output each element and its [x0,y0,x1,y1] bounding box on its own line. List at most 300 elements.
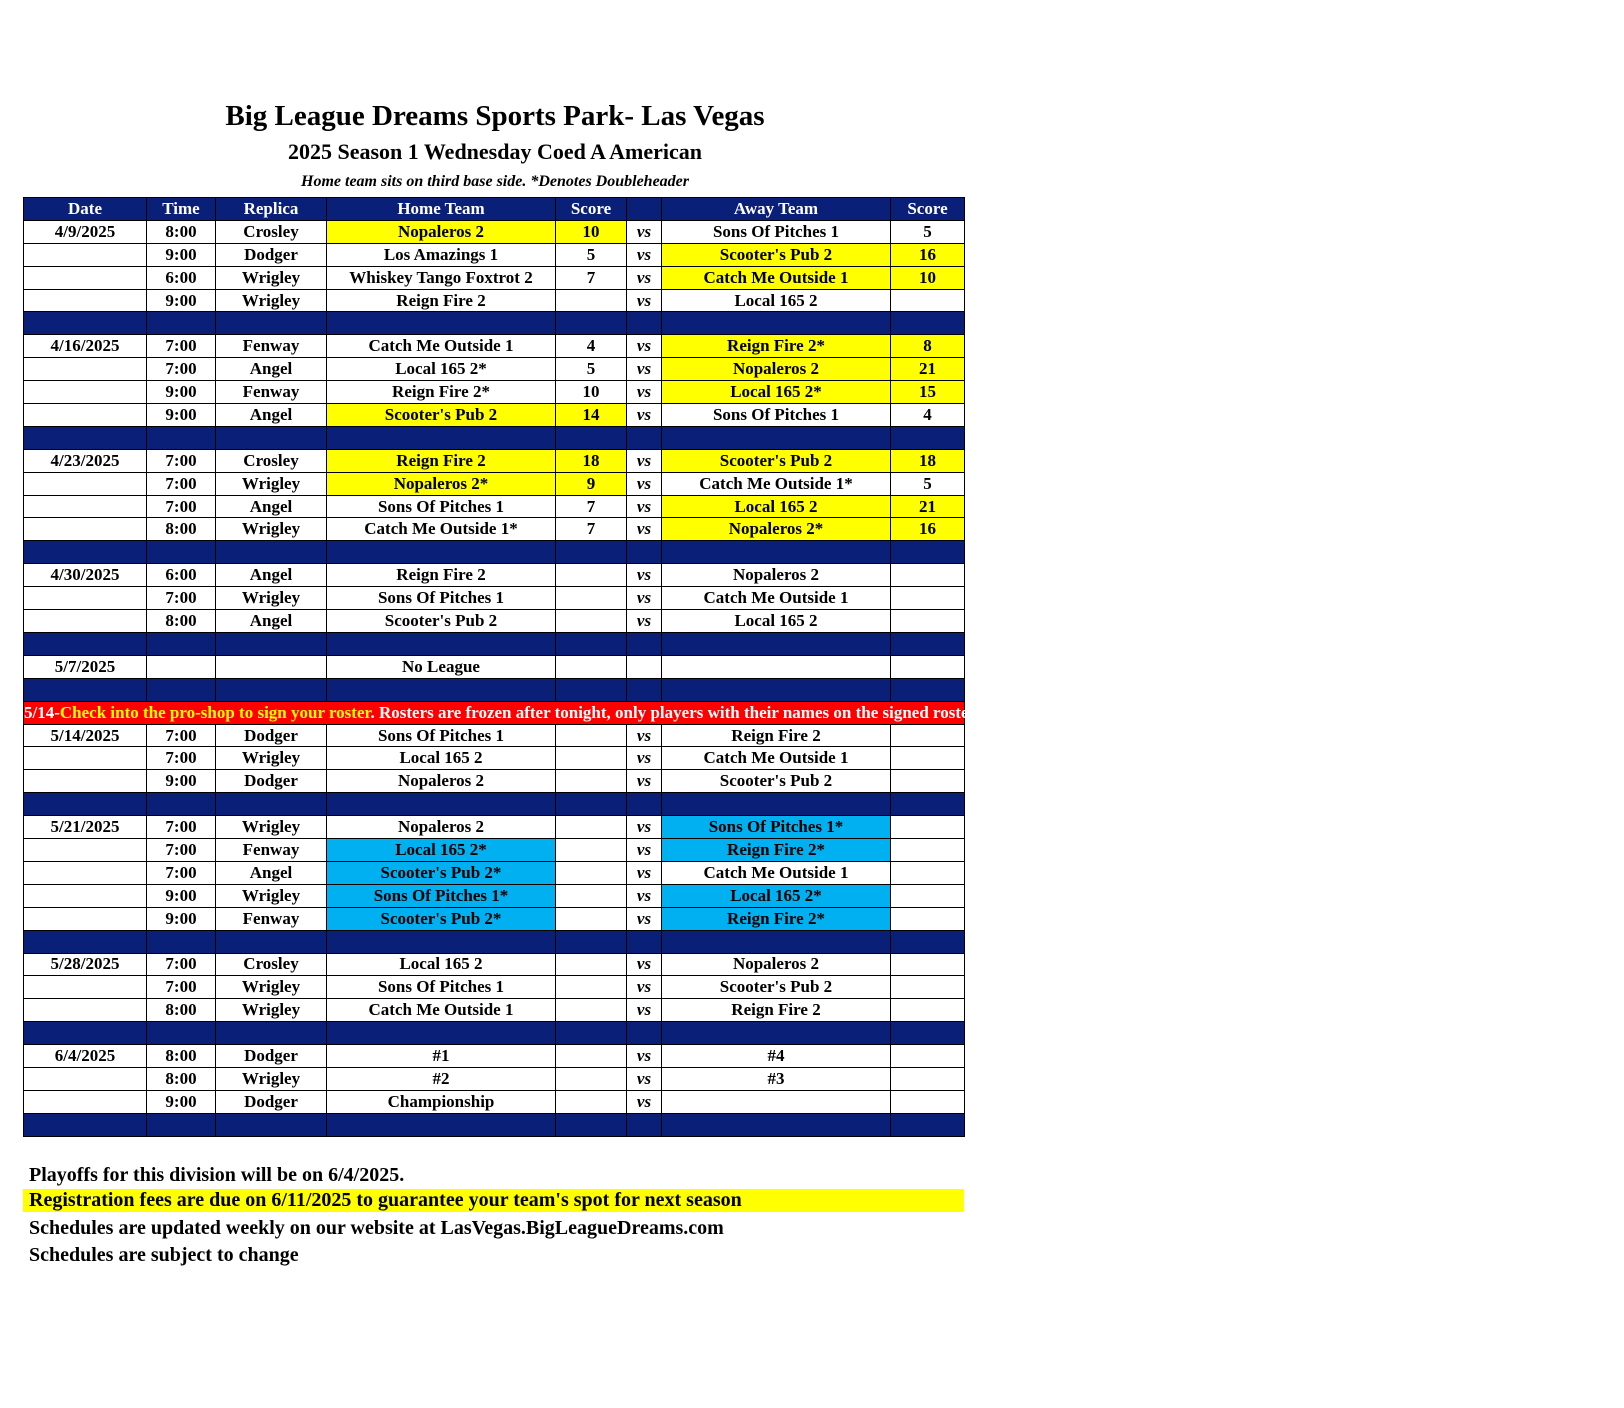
separator-cell [147,632,216,655]
date-cell [24,266,147,289]
home-team-cell: Los Amazings 1 [327,243,556,266]
away-team-cell [662,655,891,678]
replica-cell: Angel [216,610,327,633]
col-header-away-score: Score [891,198,965,221]
date-cell [24,907,147,930]
home-score-cell [556,1090,627,1113]
away-score-cell [891,655,965,678]
separator-cell [147,678,216,701]
replica-cell: Wrigley [216,1067,327,1090]
time-cell: 9:00 [147,907,216,930]
vs-cell: vs [627,999,662,1022]
separator-cell [216,930,327,953]
date-cell: 4/16/2025 [24,335,147,358]
home-score-cell [556,724,627,747]
vs-cell: vs [627,381,662,404]
week-separator-row [24,541,965,564]
separator-cell [627,793,662,816]
separator-cell [24,541,147,564]
table-row [24,587,965,610]
replica-cell: Fenway [216,335,327,358]
week-separator-row [24,930,965,953]
time-cell: 7:00 [147,587,216,610]
week-separator-row [24,426,965,449]
home-team-cell: Catch Me Outside 1 [327,999,556,1022]
home-score-cell [556,884,627,907]
date-cell [24,381,147,404]
vs-cell: vs [627,770,662,793]
separator-cell [627,632,662,655]
away-team-cell: Reign Fire 2* [662,907,891,930]
separator-cell [147,930,216,953]
separator-cell [662,1113,891,1136]
vs-cell: vs [627,587,662,610]
time-cell: 7:00 [147,449,216,472]
separator-cell [627,426,662,449]
col-header-replica: Replica [216,198,327,221]
replica-cell: Wrigley [216,518,327,541]
separator-cell [556,793,627,816]
home-score-cell: 5 [556,243,627,266]
home-score-cell: 10 [556,220,627,243]
roster-notice [24,701,1624,724]
replica-cell: Dodger [216,724,327,747]
table-row [24,724,965,747]
away-score-cell: 16 [891,518,965,541]
col-header-time: Time [147,198,216,221]
away-score-cell [891,747,965,770]
separator-cell [556,426,627,449]
time-cell: 8:00 [147,1045,216,1068]
separator-cell [662,1022,891,1045]
away-team-cell: Sons Of Pitches 1 [662,404,891,427]
home-team-cell: Reign Fire 2 [327,564,556,587]
away-team-cell: Local 165 2 [662,495,891,518]
col-header-home-score: Score [556,198,627,221]
table-row [24,976,965,999]
away-score-cell: 16 [891,243,965,266]
table-row [24,472,965,495]
date-cell [24,358,147,381]
home-score-cell: 10 [556,381,627,404]
home-team-cell: Nopaleros 2* [327,472,556,495]
replica-cell: Wrigley [216,816,327,839]
separator-cell [891,793,965,816]
vs-cell: vs [627,404,662,427]
time-cell: 9:00 [147,1090,216,1113]
time-cell: 7:00 [147,495,216,518]
date-cell [24,495,147,518]
vs-cell: vs [627,449,662,472]
home-score-cell: 9 [556,472,627,495]
time-cell: 8:00 [147,220,216,243]
time-cell: 9:00 [147,884,216,907]
vs-cell: vs [627,266,662,289]
home-team-cell: #2 [327,1067,556,1090]
time-cell: 6:00 [147,266,216,289]
table-row [24,907,965,930]
vs-cell: vs [627,724,662,747]
registration-note: Registration fees are due on 6/11/2025 to guarantee your team's spot for next season [23,1189,964,1212]
home-score-cell [556,907,627,930]
separator-cell [556,678,627,701]
notice-prefix: 5/14- [24,702,60,722]
table-row [24,1045,965,1068]
playoffs-note: Playoffs for this division will be on 6/4/2025. [29,1164,405,1186]
replica-cell: Wrigley [216,472,327,495]
table-row [24,266,965,289]
vs-cell: vs [627,564,662,587]
time-cell: 9:00 [147,404,216,427]
away-score-cell: 8 [891,335,965,358]
col-header-vs [627,198,662,221]
separator-cell [216,678,327,701]
notice-text: . Rosters are frozen after tonight, only players with their names on the signed roster are eligible for playoffs. Please check carefully as changes will not be made for omissions. [370,702,1624,722]
date-cell: 5/14/2025 [24,724,147,747]
table-header-row [24,198,965,221]
week-separator-row [24,793,965,816]
week-separator-row [24,1022,965,1045]
replica-cell: Crosley [216,220,327,243]
home-team-cell: No League [327,655,556,678]
replica-cell: Angel [216,861,327,884]
separator-cell [327,930,556,953]
separator-cell [327,1022,556,1045]
table-row [24,335,965,358]
week-separator-row [24,1113,965,1136]
separator-cell [662,678,891,701]
table-row [24,289,965,312]
away-score-cell [891,953,965,976]
time-cell: 9:00 [147,770,216,793]
week-separator-row [24,312,965,335]
home-score-cell: 5 [556,358,627,381]
home-team-cell: Catch Me Outside 1* [327,518,556,541]
table-row [24,449,965,472]
home-score-cell: 18 [556,449,627,472]
time-cell: 7:00 [147,839,216,862]
separator-cell [627,1113,662,1136]
schedule-table [23,197,1624,1137]
away-score-cell [891,587,965,610]
replica-cell: Dodger [216,1045,327,1068]
replica-cell: Dodger [216,1090,327,1113]
table-row [24,816,965,839]
away-score-cell: 15 [891,381,965,404]
time-cell: 7:00 [147,747,216,770]
away-team-cell: Catch Me Outside 1 [662,747,891,770]
away-team-cell: Scooter's Pub 2 [662,770,891,793]
date-cell: 5/28/2025 [24,953,147,976]
date-cell [24,976,147,999]
separator-cell [891,312,965,335]
week-separator-row [24,632,965,655]
separator-cell [662,632,891,655]
separator-cell [891,678,965,701]
separator-cell [627,1022,662,1045]
col-header-date: Date [24,198,147,221]
time-cell [147,655,216,678]
week-separator-row [24,678,965,701]
home-team-cell: Reign Fire 2 [327,289,556,312]
away-team-cell: Reign Fire 2* [662,839,891,862]
replica-cell: Angel [216,404,327,427]
away-score-cell [891,884,965,907]
separator-cell [627,312,662,335]
vs-cell: vs [627,220,662,243]
time-cell: 7:00 [147,358,216,381]
home-score-cell: 7 [556,495,627,518]
time-cell: 7:00 [147,816,216,839]
away-score-cell [891,770,965,793]
replica-cell: Angel [216,495,327,518]
home-team-cell: Nopaleros 2 [327,816,556,839]
date-cell [24,999,147,1022]
away-score-cell: 21 [891,495,965,518]
date-cell [24,770,147,793]
home-team-cell: Sons Of Pitches 1 [327,724,556,747]
date-cell [24,289,147,312]
home-team-cell: #1 [327,1045,556,1068]
date-cell [24,587,147,610]
away-score-cell: 4 [891,404,965,427]
replica-cell: Wrigley [216,587,327,610]
away-score-cell [891,610,965,633]
separator-cell [556,930,627,953]
date-cell [24,610,147,633]
separator-cell [216,1022,327,1045]
separator-cell [662,793,891,816]
table-row [24,495,965,518]
date-cell: 4/23/2025 [24,449,147,472]
date-cell [24,404,147,427]
away-score-cell [891,976,965,999]
away-team-cell: Local 165 2* [662,884,891,907]
away-team-cell: #3 [662,1067,891,1090]
separator-cell [216,793,327,816]
away-score-cell [891,839,965,862]
separator-cell [24,930,147,953]
home-score-cell: 4 [556,335,627,358]
separator-cell [24,426,147,449]
replica-cell: Dodger [216,770,327,793]
date-cell [24,1090,147,1113]
home-score-cell: 7 [556,518,627,541]
replica-cell: Fenway [216,907,327,930]
table-row [24,358,965,381]
time-cell: 7:00 [147,861,216,884]
time-cell: 7:00 [147,335,216,358]
replica-cell: Fenway [216,839,327,862]
home-team-cell: Local 165 2* [327,839,556,862]
away-score-cell [891,907,965,930]
separator-cell [891,632,965,655]
table-row [24,839,965,862]
home-team-cell: Scooter's Pub 2 [327,610,556,633]
date-cell: 5/7/2025 [24,655,147,678]
vs-cell: vs [627,816,662,839]
separator-cell [556,541,627,564]
home-score-cell [556,953,627,976]
home-score-cell [556,816,627,839]
away-team-cell: Sons Of Pitches 1 [662,220,891,243]
away-team-cell: Nopaleros 2* [662,518,891,541]
away-score-cell: 5 [891,472,965,495]
date-cell [24,243,147,266]
vs-cell: vs [627,1090,662,1113]
away-score-cell [891,861,965,884]
home-team-cell: Reign Fire 2* [327,381,556,404]
separator-cell [216,632,327,655]
vs-cell: vs [627,1067,662,1090]
away-team-cell: Scooter's Pub 2 [662,976,891,999]
vs-cell: vs [627,747,662,770]
vs-cell: vs [627,953,662,976]
away-team-cell: Scooter's Pub 2 [662,449,891,472]
separator-cell [147,541,216,564]
away-team-cell: Catch Me Outside 1* [662,472,891,495]
time-cell: 8:00 [147,1067,216,1090]
away-team-cell: Catch Me Outside 1 [662,861,891,884]
away-score-cell: 10 [891,266,965,289]
home-team-cell: Scooter's Pub 2* [327,907,556,930]
replica-cell: Wrigley [216,976,327,999]
home-score-cell [556,655,627,678]
table-row [24,610,965,633]
separator-cell [891,1113,965,1136]
separator-cell [556,1113,627,1136]
table-row [24,884,965,907]
table-row [24,564,965,587]
date-cell [24,747,147,770]
separator-cell [24,1113,147,1136]
home-team-cell: Sons Of Pitches 1 [327,976,556,999]
time-cell: 7:00 [147,472,216,495]
away-team-cell: Local 165 2* [662,381,891,404]
vs-cell: vs [627,976,662,999]
time-cell: 9:00 [147,243,216,266]
vs-cell: vs [627,907,662,930]
col-header-away-team: Away Team [662,198,891,221]
website-note: Schedules are updated weekly on our website at LasVegas.BigLeagueDreams.com [29,1217,724,1239]
away-team-cell: Reign Fire 2* [662,335,891,358]
vs-cell: vs [627,243,662,266]
time-cell: 9:00 [147,289,216,312]
table-row [24,747,965,770]
date-cell [24,861,147,884]
away-score-cell: 18 [891,449,965,472]
vs-cell: vs [627,358,662,381]
change-note: Schedules are subject to change [29,1244,299,1266]
table-row [24,404,965,427]
separator-cell [147,426,216,449]
home-team-cell: Championship [327,1090,556,1113]
vs-cell: vs [627,610,662,633]
home-score-cell [556,770,627,793]
separator-cell [24,793,147,816]
home-team-cell: Scooter's Pub 2 [327,404,556,427]
separator-cell [891,541,965,564]
away-score-cell: 5 [891,220,965,243]
home-score-cell [556,1045,627,1068]
table-row [24,655,965,678]
home-score-cell [556,587,627,610]
away-team-cell: Sons Of Pitches 1* [662,816,891,839]
home-team-cell: Whiskey Tango Foxtrot 2 [327,266,556,289]
page-title: Big League Dreams Sports Park- Las Vegas [225,100,765,132]
separator-cell [216,312,327,335]
col-header-home-team: Home Team [327,198,556,221]
away-team-cell: Scooter's Pub 2 [662,243,891,266]
date-cell: 5/21/2025 [24,816,147,839]
separator-cell [891,426,965,449]
separator-cell [216,541,327,564]
roster-notice-row [24,701,965,724]
away-team-cell: Nopaleros 2 [662,953,891,976]
away-team-cell: Nopaleros 2 [662,564,891,587]
separator-cell [24,678,147,701]
home-score-cell [556,976,627,999]
table-row [24,1090,965,1113]
home-team-cell: Catch Me Outside 1 [327,335,556,358]
table-row [24,1067,965,1090]
replica-cell: Crosley [216,449,327,472]
vs-cell: vs [627,884,662,907]
doubleheader-note: Home team sits on third base side. *Denotes Doubleheader [301,173,689,190]
date-cell [24,839,147,862]
vs-cell: vs [627,839,662,862]
away-team-cell: Reign Fire 2 [662,999,891,1022]
replica-cell: Wrigley [216,266,327,289]
separator-cell [891,930,965,953]
table-row [24,861,965,884]
separator-cell [662,541,891,564]
away-score-cell [891,1090,965,1113]
notice-highlight: Check into the pro-shop to sign your roster [59,702,371,722]
home-team-cell: Local 165 2 [327,747,556,770]
home-team-cell: Scooter's Pub 2* [327,861,556,884]
replica-cell: Wrigley [216,747,327,770]
separator-cell [147,793,216,816]
home-score-cell [556,1067,627,1090]
time-cell: 7:00 [147,953,216,976]
home-team-cell: Sons Of Pitches 1 [327,587,556,610]
vs-cell: vs [627,1045,662,1068]
home-score-cell: 14 [556,404,627,427]
vs-cell: vs [627,518,662,541]
home-team-cell: Reign Fire 2 [327,449,556,472]
home-score-cell [556,861,627,884]
separator-cell [662,426,891,449]
replica-cell: Angel [216,358,327,381]
date-cell: 6/4/2025 [24,1045,147,1068]
replica-cell: Angel [216,564,327,587]
date-cell [24,1067,147,1090]
replica-cell: Wrigley [216,884,327,907]
vs-cell: vs [627,289,662,312]
home-team-cell: Nopaleros 2 [327,770,556,793]
separator-cell [662,930,891,953]
away-score-cell [891,289,965,312]
separator-cell [216,426,327,449]
table-row [24,999,965,1022]
table-row [24,770,965,793]
time-cell: 8:00 [147,999,216,1022]
replica-cell: Wrigley [216,999,327,1022]
time-cell: 7:00 [147,976,216,999]
time-cell: 8:00 [147,610,216,633]
separator-cell [627,930,662,953]
